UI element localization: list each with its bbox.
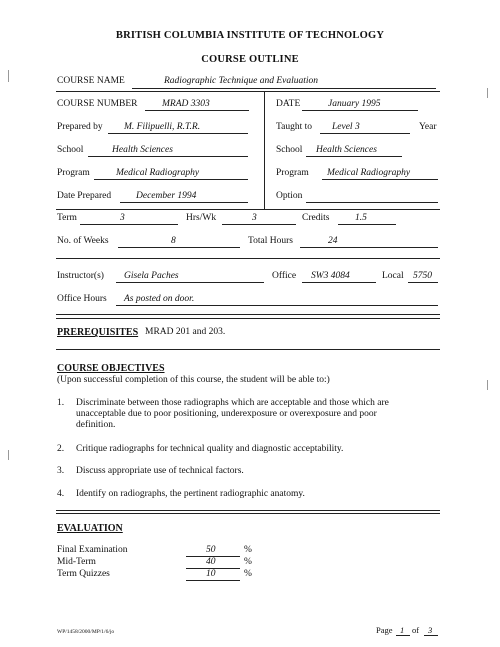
evaluation-unit: %: [244, 557, 252, 567]
scan-mark: [8, 70, 9, 82]
instructor-underline: [116, 282, 264, 283]
prepared-by-underline: [108, 133, 248, 134]
instructor-label: Instructor(s): [57, 271, 104, 281]
office-label: Office: [272, 271, 297, 281]
school-underline-right: [306, 156, 402, 157]
objective-line: Critique radiographs for technical quality and diagnostic acceptability.: [76, 444, 344, 454]
objective-line: definition.: [76, 420, 116, 430]
year-label: Year: [419, 122, 437, 132]
weeks-label: No. of Weeks: [57, 236, 109, 246]
row-divider: [56, 91, 440, 92]
school-label: School: [57, 145, 84, 155]
date-prepared-label: Date Prepared: [57, 191, 112, 201]
total-hours-label: Total Hours: [248, 236, 293, 246]
office-hours-value: As posted on door.: [124, 294, 195, 304]
program-underline-right: [322, 179, 438, 180]
weeks-value: 8: [171, 236, 176, 246]
local-value: 5750: [413, 271, 432, 281]
evaluation-value: 40: [206, 557, 216, 567]
program-value-right: Medical Radiography: [327, 168, 411, 178]
page-number-underline: [396, 635, 410, 636]
school-underline-left: [88, 156, 248, 157]
evaluation-unit: %: [244, 545, 252, 555]
row-divider: [56, 318, 440, 319]
objectives-heading: COURSE OBJECTIVES: [57, 363, 165, 374]
evaluation-label: Final Examination: [57, 545, 128, 555]
page-number: 1: [400, 625, 405, 635]
objective-number: 2.: [57, 444, 65, 454]
option-label: Option: [276, 191, 303, 201]
column-divider: [264, 92, 265, 210]
program-value-left: Medical Radiography: [116, 168, 200, 178]
date-value: January 1995: [328, 99, 381, 109]
page-label: Page: [376, 625, 393, 635]
objective-line: Discriminate between those radiographs which are acceptable and those which are: [76, 398, 389, 408]
course-name-label: COURSE NAME: [57, 76, 125, 86]
local-underline: [408, 282, 438, 283]
term-underline: [80, 224, 178, 225]
office-value: SW3 4084: [311, 271, 350, 281]
section-divider: [56, 349, 440, 350]
weeks-underline: [118, 247, 240, 248]
evaluation-underline: [186, 580, 240, 581]
evaluation-heading: EVALUATION: [57, 523, 123, 534]
program-underline-left: [94, 179, 248, 180]
taught-to-underline: [320, 133, 410, 134]
program-label-right: Program: [276, 168, 309, 178]
page-total-underline: [424, 635, 438, 636]
term-value: 3: [120, 213, 125, 223]
objective-number: 1.: [57, 398, 65, 408]
of-label: of: [412, 625, 420, 635]
term-label: Term: [57, 213, 77, 223]
hrs-wk-value: 3: [252, 213, 257, 223]
office-hours-underline: [116, 305, 438, 306]
scan-mark: [487, 380, 488, 390]
objective-number: 4.: [57, 489, 65, 499]
prepared-by-value: M. Filipuelli, R.T.R.: [124, 122, 201, 132]
objective-line: unacceptable due to poor positioning, underexposure or overexposure and poor: [76, 409, 377, 419]
date-underline: [302, 110, 418, 111]
row-divider: [56, 258, 440, 259]
objective-line: Identify on radiographs, the pertinent radiographic anatomy.: [76, 489, 305, 499]
evaluation-label: Mid-Term: [57, 557, 96, 567]
course-number-label: COURSE NUMBER: [57, 99, 138, 109]
school-value-left: Health Sciences: [112, 145, 173, 155]
evaluation-value: 50: [206, 545, 216, 555]
scan-mark: [8, 450, 9, 460]
evaluation-label: Term Quizzes: [57, 569, 110, 579]
prerequisites-heading: PREREQUISITES: [57, 327, 139, 338]
instructor-value: Gisela Paches: [124, 271, 179, 281]
objectives-intro: (Upon successful completion of this course, the student will be able to:): [57, 375, 330, 385]
page-total: 3: [428, 625, 433, 635]
office-underline: [302, 282, 376, 283]
objective-number: 3.: [57, 466, 65, 476]
taught-to-value: Level 3: [332, 122, 360, 132]
evaluation-unit: %: [244, 569, 252, 579]
course-number-value: MRAD 3303: [162, 99, 210, 109]
document-title: COURSE OUTLINE: [201, 54, 299, 65]
hrs-wk-underline: [222, 224, 296, 225]
office-hours-label: Office Hours: [57, 294, 107, 304]
total-hours-underline: [300, 247, 438, 248]
date-prepared-underline: [120, 202, 248, 203]
date-label: DATE: [276, 99, 301, 109]
row-divider: [56, 314, 440, 315]
footer-code: WP/1458/2000/MP/1/6/jo: [57, 629, 115, 635]
course-name-value: Radiographic Technique and Evaluation: [164, 76, 319, 86]
date-prepared-value: December 1994: [136, 191, 197, 201]
local-label: Local: [382, 271, 404, 281]
school-value-right: Health Sciences: [316, 145, 377, 155]
institute-name: BRITISH COLUMBIA INSTITUTE OF TECHNOLOGY: [115, 30, 385, 41]
prepared-by-label: Prepared by: [57, 122, 103, 132]
total-hours-value: 24: [328, 236, 338, 246]
section-divider: [56, 513, 440, 514]
hrs-wk-label: Hrs/Wk: [186, 213, 217, 223]
taught-to-label: Taught to: [276, 122, 313, 132]
scan-mark: [487, 88, 488, 98]
credits-label: Credits: [302, 213, 330, 223]
course-number-underline: [145, 110, 249, 111]
program-label: Program: [57, 168, 90, 178]
school-label-right: School: [276, 145, 303, 155]
course-name-underline: [132, 88, 436, 89]
evaluation-value: 10: [206, 569, 216, 579]
credits-underline: [338, 224, 396, 225]
objective-line: Discuss appropriate use of technical factors.: [76, 466, 244, 476]
prerequisites-text: MRAD 201 and 203.: [145, 327, 226, 337]
credits-value: 1.5: [355, 213, 367, 223]
section-divider: [56, 510, 440, 511]
option-underline: [306, 202, 438, 203]
row-divider: [56, 209, 440, 210]
